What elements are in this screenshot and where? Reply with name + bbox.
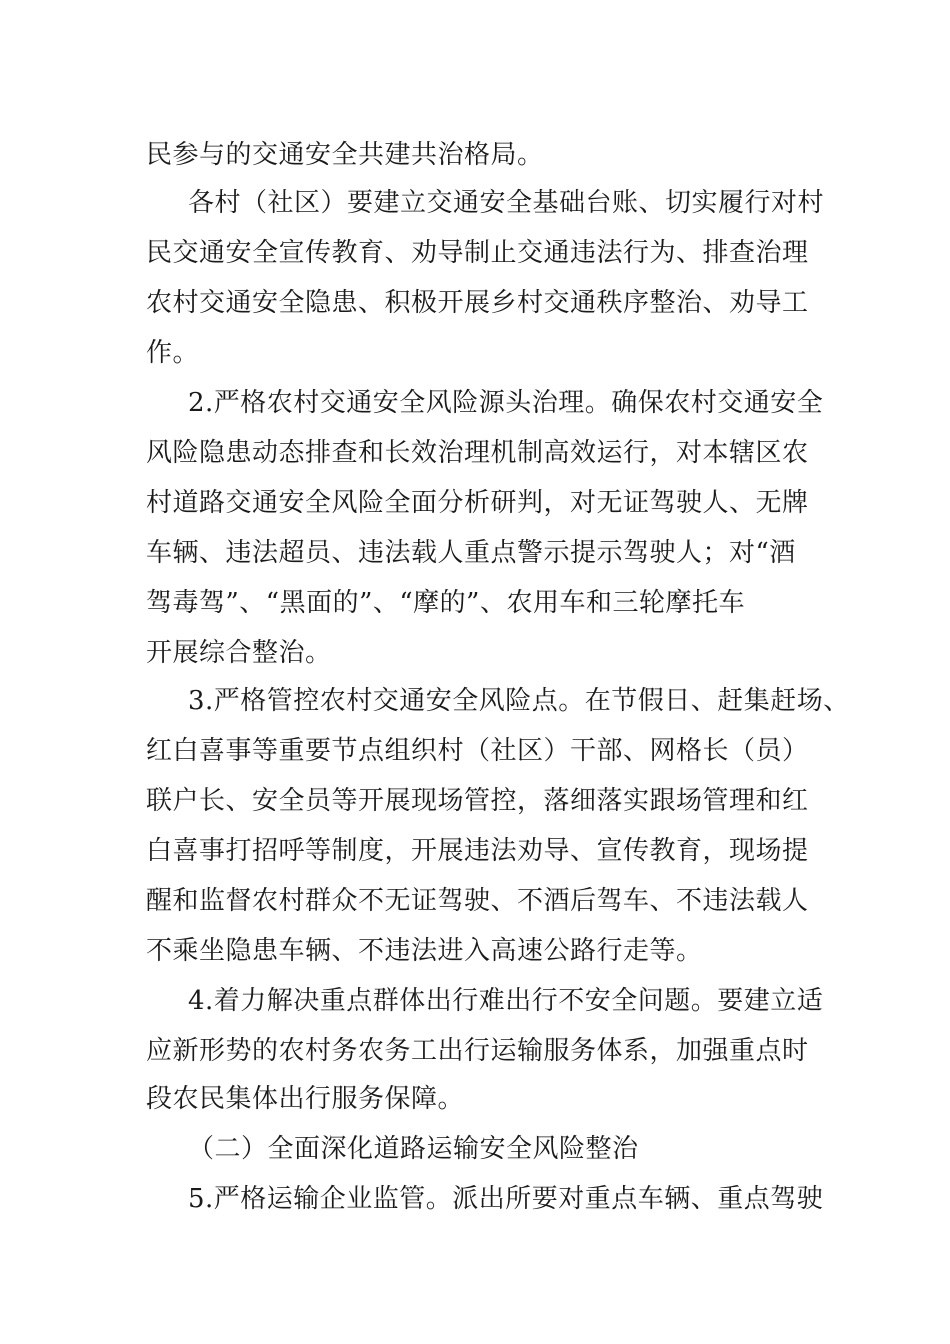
paragraph-start: 3.严格管控农村交通安全风险点。在节假日、赶集赶场、: [188, 686, 850, 716]
text-line: 段农民集体出行服务保障。: [146, 1084, 465, 1114]
text-line: 民交通安全宣传教育、劝导制止交通违法行为、排查治理: [146, 238, 809, 268]
text-line: 不乘坐隐患车辆、不违法进入高速公路行走等。: [146, 936, 703, 966]
text-line: 农村交通安全隐患、积极开展乡村交通秩序整治、劝导工: [146, 288, 809, 318]
paragraph-start: 各村（社区）要建立交通安全基础台账、切实履行对村: [188, 188, 825, 218]
text-line: 开展综合整治。: [146, 638, 332, 668]
section-heading: （二）全面深化道路运输安全风险整治: [188, 1134, 639, 1164]
text-line: 作。: [146, 338, 200, 368]
text-line: 民参与的交通安全共建共治格局。: [146, 140, 544, 170]
text-line: 风险隐患动态排查和长效治理机制高效运行，对本辖区农: [146, 438, 809, 468]
text-line: 醒和监督农村群众不无证驾驶、不酒后驾车、不违法载人: [146, 886, 809, 916]
text-line: 白喜事打招呼等制度，开展违法劝导、宣传教育，现场提: [146, 836, 809, 866]
text-line: 车辆、违法超员、违法载人重点警示提示驾驶人；对“酒: [146, 538, 796, 568]
paragraph-start: 2.严格农村交通安全风险源头治理。确保农村交通安全: [188, 388, 824, 418]
text-line: 红白喜事等重要节点组织村（社区）干部、网格长（员）: [146, 736, 809, 766]
text-line: 村道路交通安全风险全面分析研判，对无证驾驶人、无牌: [146, 488, 809, 518]
paragraph-start: 4.着力解决重点群体出行难出行不安全问题。要建立适: [188, 986, 824, 1016]
text-line: 联户长、安全员等开展现场管控，落细落实跟场管理和红: [146, 786, 809, 816]
text-line: 应新形势的农村务农务工出行运输服务体系，加强重点时: [146, 1036, 809, 1066]
text-line: 驾毒驾”、“黑面的”、“摩的”、农用车和三轮摩托车: [146, 588, 745, 618]
paragraph-start: 5.严格运输企业监管。派出所要对重点车辆、重点驾驶: [188, 1184, 824, 1214]
